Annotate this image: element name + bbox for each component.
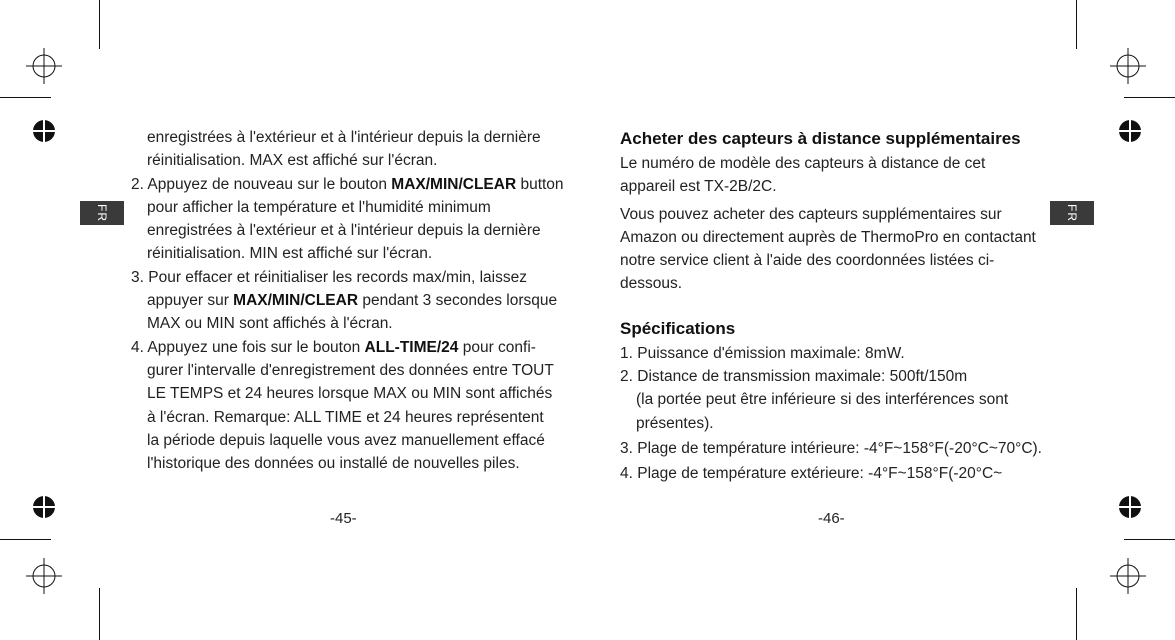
list-item-first-line [131, 173, 571, 196]
crop-mark [1076, 0, 1077, 49]
list-item-text: Appuyez de nouveau sur le bouton [147, 175, 392, 193]
spec-item [620, 342, 1060, 365]
list-item-first-line [131, 336, 571, 359]
language-tab-left [80, 201, 124, 225]
target-dot-icon [33, 120, 55, 142]
list-item-line: gurer l'intervalle d'enregistrement des données entre TOUT [147, 361, 554, 379]
crop-mark [99, 588, 100, 640]
list-item [131, 266, 571, 336]
list-number: 4. [620, 465, 633, 483]
list-item-line: l'historique des données ou installé de nouvelles piles. [147, 455, 520, 473]
button-name: ALL-TIME/24 [364, 338, 459, 356]
intro-line: réinitialisation. MAX est affiché sur l'écran. [147, 152, 438, 170]
spec-text: Puissance d'émission maximale: 8mW. [637, 344, 905, 362]
list-number: 1. [620, 344, 633, 362]
target-dot-icon [1119, 496, 1141, 518]
list-item-text: Pour effacer et réinitialiser les records max/min, laissez [148, 268, 527, 286]
language-tab-label: FR [95, 204, 109, 222]
list-item-line: MAX ou MIN sont affichés à l'écran. [147, 315, 393, 333]
list-number: 4. [131, 338, 144, 356]
list-item-first-line [131, 266, 571, 289]
right-page [620, 126, 1060, 486]
paragraph-line: Amazon ou directement auprès de ThermoPro en contactant [620, 228, 1036, 246]
list-item-line [131, 289, 571, 312]
target-dot-icon [1119, 120, 1141, 142]
page-number-right: -46- [818, 510, 845, 527]
list-item [131, 173, 571, 266]
paragraph-line: Le numéro de modèle des capteurs à distance de cet [620, 155, 986, 172]
registration-mark-icon [1110, 558, 1146, 594]
list-number: 3. [131, 268, 144, 286]
spec-item [620, 365, 1060, 388]
paragraph-line: dessous. [620, 275, 683, 293]
spec-item-line: (la portée peut être inférieure si des interférences sont [636, 391, 1009, 409]
spec-text: Plage de température extérieure: -4°F~158°F(-20°C~ [637, 465, 1003, 483]
crop-mark [0, 539, 51, 540]
registration-mark-icon [26, 558, 62, 594]
list-number: 3. [620, 439, 633, 457]
button-name: MAX/MIN/CLEAR [391, 175, 517, 193]
registration-mark-icon [1110, 48, 1146, 84]
list-item-text: pour confi- [458, 338, 536, 356]
list-item-text: button [516, 175, 564, 193]
crop-mark [99, 0, 100, 49]
registration-mark-icon [26, 48, 62, 84]
crop-mark [1124, 539, 1175, 540]
crop-mark [1076, 588, 1077, 640]
paragraph-line: appareil est TX-2B/2C. [620, 178, 777, 196]
list-item-text: Appuyez une fois sur le bouton [147, 338, 365, 356]
list-number: 2. [620, 368, 633, 386]
spec-item-line: présentes). [636, 414, 714, 432]
crop-mark [1124, 97, 1175, 98]
spec-text: Distance de transmission maximale: 500ft/150m [637, 368, 968, 386]
list-item-line: pour afficher la température et l'humidité minimum [147, 198, 491, 216]
intro-line: enregistrées à l'extérieur et à l'intérieur depuis la dernière [147, 129, 541, 146]
list-item-line: réinitialisation. MIN est affiché sur l'écran. [147, 245, 433, 263]
list-item-line: à l'écran. Remarque: ALL TIME et 24 heures représentent [147, 408, 544, 426]
spec-item [620, 462, 1060, 485]
list-number: 2. [131, 175, 144, 193]
list-item [131, 336, 571, 476]
paragraph-line: notre service client à l'aide des coordonnées listées ci- [620, 252, 995, 270]
spec-item [620, 437, 1060, 460]
section-title-specs: Spécifications [620, 318, 736, 338]
list-item-text: appuyer sur [147, 292, 234, 310]
list-item-line: enregistrées à l'extérieur et à l'intérieur depuis la dernière [147, 222, 541, 240]
spec-text: Plage de température intérieure: -4°F~158°F(-20°C~70°C). [637, 439, 1042, 457]
target-dot-icon [33, 496, 55, 518]
page-number-left: -45- [330, 510, 357, 527]
list-item-text: pendant 3 secondes lorsque [358, 292, 558, 310]
button-name: MAX/MIN/CLEAR [233, 292, 359, 310]
paragraph-line: Vous pouvez acheter des capteurs supplémentaires sur [620, 205, 1002, 223]
left-page [131, 126, 571, 475]
list-item-line: LE TEMPS et 24 heures lorsque MAX ou MIN sont affichés [147, 385, 553, 403]
crop-mark [0, 97, 51, 98]
list-item-line: la période depuis laquelle vous avez manuellement effacé [147, 431, 545, 449]
language-tab-label: FR [1065, 204, 1079, 222]
section-title-sensors: Acheter des capteurs à distance supplémentaires [620, 129, 1021, 148]
